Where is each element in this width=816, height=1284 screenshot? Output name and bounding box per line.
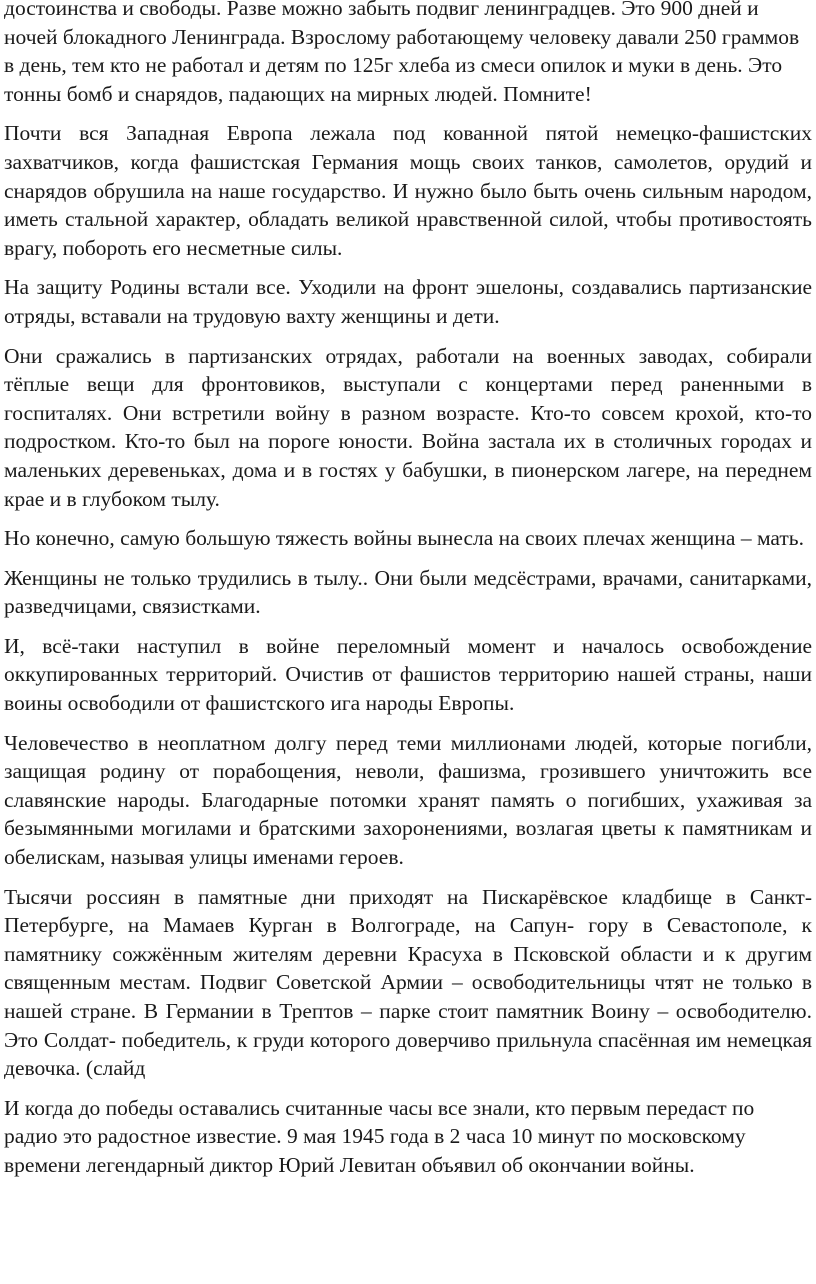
paragraph-1: достоинства и свободы. Разве можно забыть подвиг ленинградцев. Это 900 дней и ночей блокадного Ленинграда. Взрослому работающему человеку давали 250 граммов в день, тем кто не работал и детям по 125г хлеба из смеси опилок и муки в день. Это тонны бомб и снарядов, падающих на мирных людей. Помните! — [4, 0, 800, 106]
paragraph-9: Тысячи россиян в памятные дни приходят на Пискарёвское кладбище в Санкт-Петербурге, на Мамаев Курган в Волгограде, на Сапун- гору в Севастополе, к памятнику сожжённым жителям деревни Красуха в Псковской области и к другим священным местам. Подвиг Советской Армии – освободительницы чтят не только в нашей стране. В Германии в Трептов – парке стоит памятник Воину – освободителю. Это Солдат- победитель, к груди которого доверчиво прильнула спасённая им немецкая девочка. (слайд — [4, 884, 812, 1081]
paragraph-5: Но конечно, самую большую тяжесть войны вынесла на своих плечах женщина – мать. — [4, 526, 804, 551]
paragraph-2: Почти вся Западная Европа лежала под кованной пятой немецко-фашистских захватчиков, когда фашистская Германия мощь своих танков, самолетов, орудий и снарядов обрушила на наше государство. И нужно было быть очень сильным народом, иметь стальной характер, обладать великой нравственной силой, чтобы противостоять врагу, побороть его несметные силы. — [4, 121, 812, 260]
paragraph-4: Они сражались в партизанских отрядах, работали на военных заводах, собирали тёплые вещи для фронтовиков, выступали с концертами перед раненными в госпиталях. Они встретили войну в разном возрасте. Кто-то совсем крохой, кто-то подростком. Кто-то был на пороге юности. Война застала их в столичных городах и маленьких деревеньках, дома и в гостях у бабушки, в пионерском лагере, на переднем крае и в глубоком тылу. — [4, 343, 812, 511]
paragraph-6: Женщины не только трудились в тылу.. Они были медсёстрами, врачами, санитарками, разведчицами, связистками. — [4, 565, 812, 619]
paragraph-10: И когда до победы оставались считанные часы все знали, кто первым передаст по радио это радостное известие. 9 мая 1945 года в 2 часа 10 минут по московскому времени легендарный диктор Юрий Левитан объявил об окончании войны. — [4, 1095, 755, 1177]
paragraph-8: Человечество в неоплатном долгу перед теми миллионами людей, которые погибли, защищая родину от порабощения, неволи, фашизма, грозившего уничтожить все славянские народы. Благодарные потомки хранят память о погибших, ухаживая за безымянными могилами и братскими захоронениями, возлагая цветы к памятникам и обелискам, называя улицы именами героев. — [4, 730, 812, 870]
paragraph-3: На защиту Родины встали все. Уходили на фронт эшелоны, создавались партизанские отряды, вставали на трудовую вахту женщины и дети. — [4, 275, 812, 328]
paragraph-7: И, всё-таки наступил в войне переломный момент и началось освобождение оккупированных территорий. Очистив от фашистов территорию нашей страны, наши воины освободили от фашистского ига народы Европы. — [4, 633, 812, 716]
